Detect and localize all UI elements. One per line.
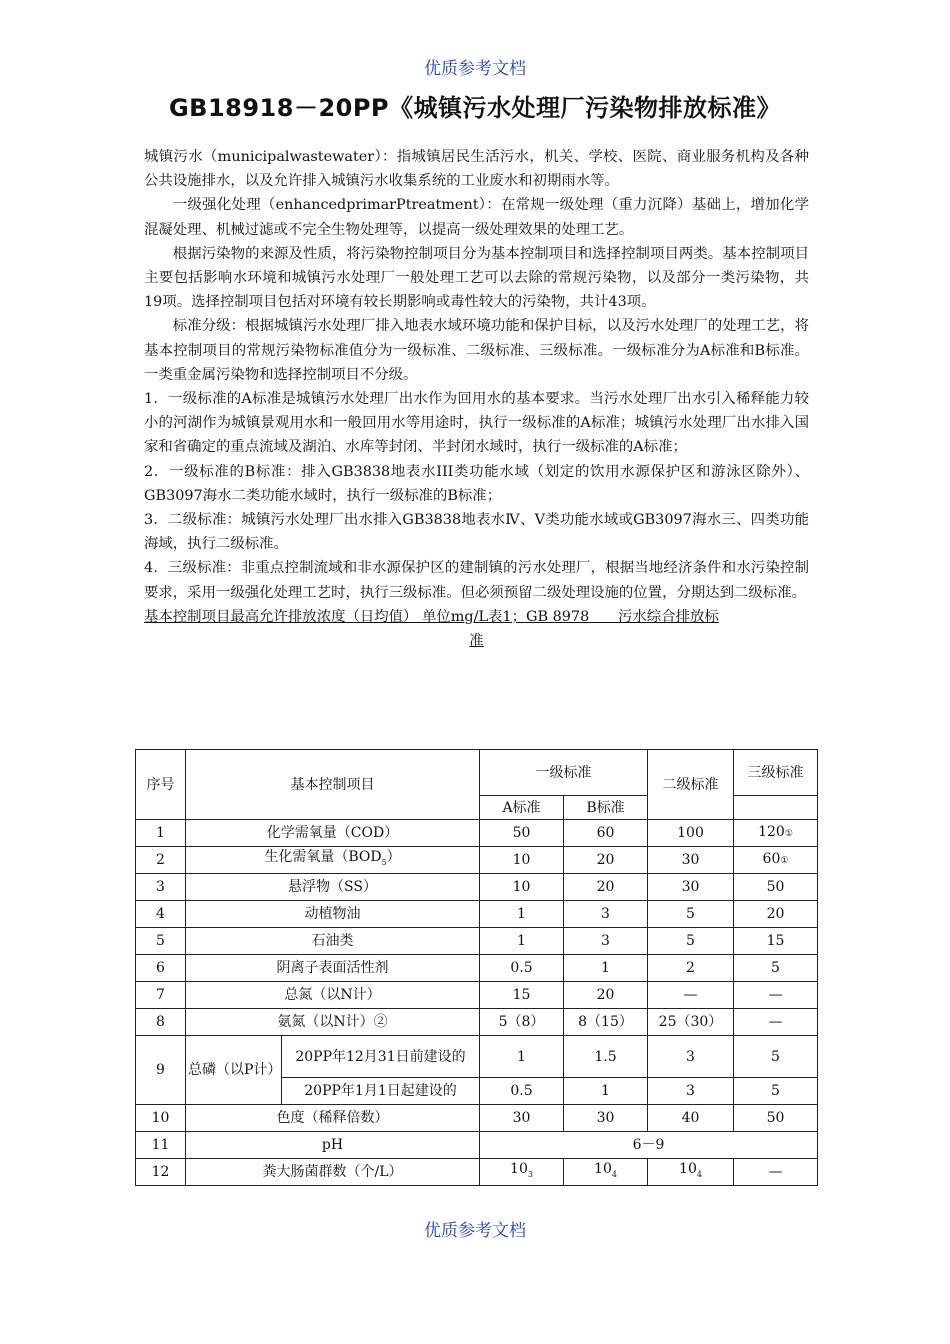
row-item: 阴离子表面活性剂 — [186, 955, 480, 982]
row-item: 悬浮物（SS） — [186, 874, 480, 901]
row-no: 3 — [136, 874, 186, 901]
header-level3: 三级标准 — [734, 750, 818, 796]
row-item: 石油类 — [186, 928, 480, 955]
row-a-base: 10 — [510, 1161, 528, 1178]
table-row — [136, 1159, 818, 1186]
paragraph-definition-enhanced-primary: 一级强化处理（enhancedprimarPtreatment）：在常规一级处理（重力沉降）基础上，增加化学混凝处理、机械过滤或不完全生物处理等，以提高一级处理效果的处理工艺。 — [144, 197, 809, 238]
row-l3 — [734, 847, 818, 874]
row-l2: 3 — [648, 1036, 734, 1078]
paragraph-standard-grading: 标准分级：根据城镇污水处理厂排入地表水域环境功能和保护目标，以及污水处理厂的处理工艺，将基本控制项目的常规污染物标准值分为一级标准、二级标准、三级标准。一级标准分为A标准和B标准。一类重金属污染物和选择控制项目不分级。 — [144, 318, 809, 383]
row-l2: 30 — [648, 874, 734, 901]
row-item: pH — [186, 1132, 480, 1159]
row-no: 11 — [136, 1132, 186, 1159]
row-l2: 40 — [648, 1105, 734, 1132]
row-no: 9 — [136, 1036, 186, 1105]
row-l2: 30 — [648, 847, 734, 874]
row-l3: 50 — [734, 874, 818, 901]
row-no: 5 — [136, 928, 186, 955]
paragraph-grade-2: 3．二级标准：城镇污水处理厂出水排入GB3838地表水Ⅳ、Ⅴ类功能水域或GB3097海水三、四类功能海域，执行二级标准。 — [144, 512, 809, 553]
header-seq: 序号 — [136, 750, 186, 820]
table-row — [136, 928, 818, 955]
basic-control-items-table — [135, 749, 818, 1186]
row-b: 20 — [564, 847, 648, 874]
paragraph-control-items: 根据污染物的来源及性质，将污染物控制项目分为基本控制项目和选择控制项目两类。基本控制项目主要包括影响水环境和城镇污水处理厂一般处理工艺可以去除的常规污染物，以及部分一类污染物，共19项。选择控制项目包括对环境有较长期影响或毒性较大的污染物，共计43项。 — [144, 245, 809, 311]
header-item: 基本控制项目 — [186, 750, 480, 820]
paragraph-grade-1a: 1．一级标准的A标准是城镇污水处理厂出水作为回用水的基本要求。当污水处理厂出水引入稀释能力较小的河湖作为城镇景观用水和一般回用水等用途时，执行一级标准的A标准；城镇污水处理厂出水排入国家和省确定的重点流域及湖泊、水库等封闭、半封闭水域时，执行一级标准的A标准； — [144, 391, 809, 456]
header-level3-empty — [734, 796, 818, 820]
row-l3: — — [734, 1159, 818, 1186]
row-ph-range: 6－9 — [480, 1132, 818, 1159]
row-l2: 3 — [648, 1078, 734, 1105]
row-l3: 5 — [734, 955, 818, 982]
table-row — [136, 874, 818, 901]
row-l3: 50 — [734, 1105, 818, 1132]
row-a: 1 — [480, 928, 564, 955]
row-item: 动植物油 — [186, 901, 480, 928]
row-l3 — [734, 820, 818, 847]
row-l3-value: 60 — [762, 851, 781, 867]
row-l2-base: 10 — [679, 1161, 697, 1178]
table-row — [136, 901, 818, 928]
row-b — [564, 1159, 648, 1186]
row-b: 1.5 — [564, 1036, 648, 1078]
row-no: 1 — [136, 820, 186, 847]
row-l2: 5 — [648, 901, 734, 928]
paragraph-grade-1b: 2．一级标准的B标准：排入GB3838地表水III类功能水域（划定的饮用水源保护区和游泳区除外）、GB3097海水二类功能水域时，执行一级标准的B标准； — [144, 463, 809, 504]
row-subitem-after: 20PP年1月1日起建设的 — [282, 1078, 480, 1105]
row-item: 色度（稀释倍数） — [186, 1105, 480, 1132]
row-l3-value: 120 — [758, 824, 785, 840]
row-b-base: 10 — [594, 1161, 612, 1178]
row-a — [480, 1159, 564, 1186]
row-item: 化学需氧量（COD） — [186, 820, 480, 847]
footnote-mark: ① — [784, 829, 793, 839]
footer-reference-link[interactable]: 优质参考文档 — [424, 1221, 526, 1241]
row-l3: 15 — [734, 928, 818, 955]
header-level1-a: A标准 — [480, 796, 564, 820]
table-row — [136, 1036, 818, 1078]
row-no: 4 — [136, 901, 186, 928]
row-a: 5（8） — [480, 1009, 564, 1036]
row-l2: 5 — [648, 928, 734, 955]
row-a: 0.5 — [480, 955, 564, 982]
document-body — [144, 145, 809, 653]
row-a: 30 — [480, 1105, 564, 1132]
document-title: GB18918－20PP《城镇污水处理厂污染物排放标准》 — [168, 94, 782, 122]
row-no: 6 — [136, 955, 186, 982]
table-row — [136, 820, 818, 847]
row-a-exponent: 3 — [527, 1169, 533, 1179]
header-reference-link[interactable]: 优质参考文档 — [424, 59, 526, 79]
row-a: 1 — [480, 901, 564, 928]
row-l2 — [648, 1159, 734, 1186]
row-l3: 5 — [734, 1078, 818, 1105]
row-l2: — — [648, 982, 734, 1009]
paragraph-grade-3: 4．三级标准：非重点控制流域和非水源保护区的建制镇的污水处理厂，根据当地经济条件和水污染控制要求，采用一级强化处理工艺时，执行三级标准。但必须预留二级处理设施的位置，分期达到二级标准。 — [144, 560, 809, 601]
row-a: 10 — [480, 874, 564, 901]
row-item: 粪大肠菌群数（个/L） — [186, 1159, 480, 1186]
table-row — [136, 1009, 818, 1036]
row-b: 20 — [564, 982, 648, 1009]
row-b: 8（15） — [564, 1009, 648, 1036]
row-l3: 20 — [734, 901, 818, 928]
row-l3: — — [734, 1009, 818, 1036]
table-caption: 基本控制项目最高允许排放浓度（日均值） 单位mg/L表1；GB 8978 污水综合排放标 — [144, 608, 719, 625]
row-l3: — — [734, 982, 818, 1009]
row-b: 20 — [564, 874, 648, 901]
table-row — [136, 1105, 818, 1132]
row-a: 15 — [480, 982, 564, 1009]
row-b: 3 — [564, 928, 648, 955]
table-row — [136, 1132, 818, 1159]
header-level2: 二级标准 — [648, 750, 734, 820]
table-row — [136, 847, 818, 874]
paragraph-definition-municipal-wastewater: 城镇污水（municipalwastewater）：指城镇居民生活污水，机关、学校、医院、商业服务机构及各种公共设施排水，以及允许排入城镇污水收集系统的工业废水和初期雨水等。 — [144, 149, 809, 190]
table-row — [136, 982, 818, 1009]
row-a: 10 — [480, 847, 564, 874]
header-level1: 一级标准 — [480, 750, 648, 796]
row-l2: 25（30） — [648, 1009, 734, 1036]
row-b: 1 — [564, 1078, 648, 1105]
row-l2: 100 — [648, 820, 734, 847]
row-no: 2 — [136, 847, 186, 874]
row-a: 50 — [480, 820, 564, 847]
row-a: 1 — [480, 1036, 564, 1078]
row-l2-exponent: 4 — [696, 1169, 702, 1179]
row-item-phosphorus: 总磷（以P计） — [186, 1036, 282, 1105]
row-l2: 2 — [648, 955, 734, 982]
row-item-subscript: 5 — [381, 857, 387, 867]
row-l3: 5 — [734, 1036, 818, 1078]
row-subitem-before: 20PP年12月31日前建设的 — [282, 1036, 480, 1078]
row-no: 10 — [136, 1105, 186, 1132]
row-item: 氨氮（以N计）② — [186, 1009, 480, 1036]
row-no: 7 — [136, 982, 186, 1009]
table-caption-continued: 准 — [469, 633, 484, 650]
row-item-end: ） — [386, 849, 401, 866]
row-b: 3 — [564, 901, 648, 928]
row-b: 60 — [564, 820, 648, 847]
row-b: 30 — [564, 1105, 648, 1132]
footnote-mark: ① — [780, 856, 789, 866]
row-b-exponent: 4 — [611, 1169, 617, 1179]
header-level1-b: B标准 — [564, 796, 648, 820]
row-b: 1 — [564, 955, 648, 982]
row-item: 总氮（以N计） — [186, 982, 480, 1009]
row-a: 0.5 — [480, 1078, 564, 1105]
row-no: 12 — [136, 1159, 186, 1186]
table-row — [136, 955, 818, 982]
row-item — [186, 847, 480, 874]
row-no: 8 — [136, 1009, 186, 1036]
row-item-text: 生化需氧量（BOD — [264, 849, 382, 866]
